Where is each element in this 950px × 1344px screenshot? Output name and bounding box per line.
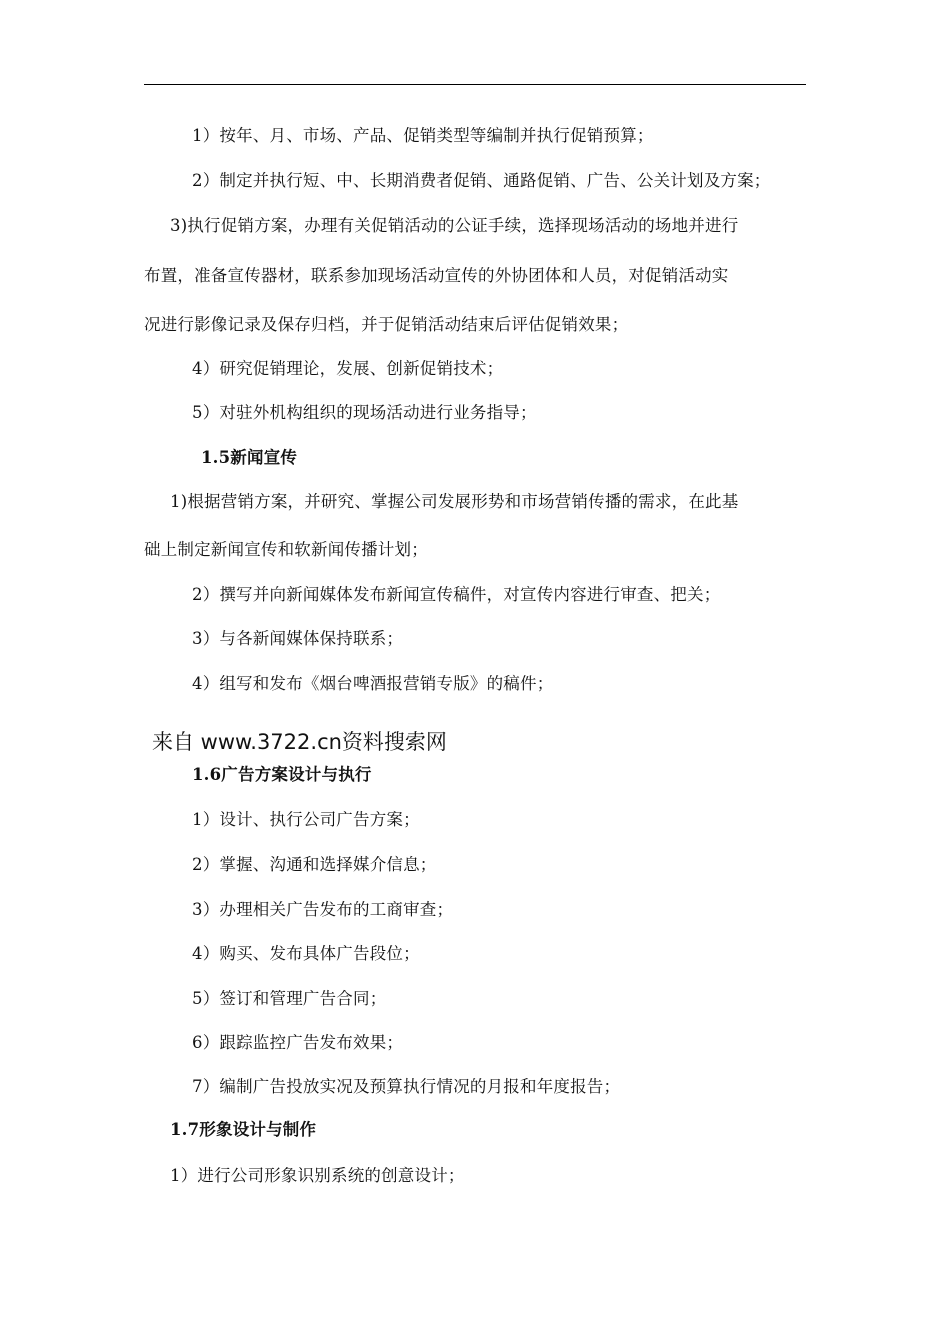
promotion-item-1: 1）按年、月、市场、产品、促销类型等编制并执行促销预算； [192, 126, 654, 145]
news-item-1-line-2: 础上制定新闻宣传和软新闻传播计划； [144, 540, 428, 559]
ads-item-7: 7）编制广告投放实况及预算执行情况的月报和年度报告； [192, 1077, 621, 1096]
ads-item-5: 5）签订和管理广告合同； [192, 989, 387, 1008]
ads-item-2: 2）掌握、沟通和选择媒介信息； [192, 855, 437, 874]
section-heading-news: 1.5新闻宣传 [201, 448, 298, 467]
promotion-item-2: 2）制定并执行短、中、长期消费者促销、通路促销、广告、公关计划及方案； [192, 171, 771, 190]
section-heading-image: 1.7形象设计与制作 [170, 1120, 317, 1139]
source-watermark: 来自 www.3722.cn资料搜索网 [152, 730, 447, 754]
news-item-3: 3）与各新闻媒体保持联系； [192, 629, 404, 648]
section-heading-ads: 1.6广告方案设计与执行 [192, 765, 372, 784]
promotion-item-3-line-1: 3)执行促销方案，办理有关促销活动的公证手续，选择现场活动的场地并进行 [170, 216, 739, 235]
promotion-item-3-line-2: 布置，准备宣传器材，联系参加现场活动宣传的外协团体和人员，对促销活动实 [144, 266, 729, 285]
ads-item-6: 6）跟踪监控广告发布效果； [192, 1033, 404, 1052]
promotion-item-3-line-3: 况进行影像记录及保存归档，并于促销活动结束后评估促销效果； [144, 315, 629, 334]
ads-item-4: 4）购买、发布具体广告段位； [192, 944, 420, 963]
image-item-1: 1）进行公司形象识别系统的创意设计； [170, 1166, 465, 1185]
ads-item-1: 1）设计、执行公司广告方案； [192, 810, 420, 829]
promotion-item-5: 5）对驻外机构组织的现场活动进行业务指导； [192, 403, 537, 422]
ads-item-3: 3）办理相关广告发布的工商审查； [192, 900, 454, 919]
header-rule [144, 84, 806, 85]
news-item-1-line-1: 1)根据营销方案，并研究、掌握公司发展形势和市场营销传播的需求，在此基 [170, 492, 739, 511]
promotion-item-4: 4）研究促销理论，发展、创新促销技术； [192, 359, 504, 378]
news-item-4: 4）组写和发布《烟台啤酒报营销专版》的稿件； [192, 674, 554, 693]
news-item-2: 2）撰写并向新闻媒体发布新闻宣传稿件，对宣传内容进行审查、把关； [192, 585, 721, 604]
